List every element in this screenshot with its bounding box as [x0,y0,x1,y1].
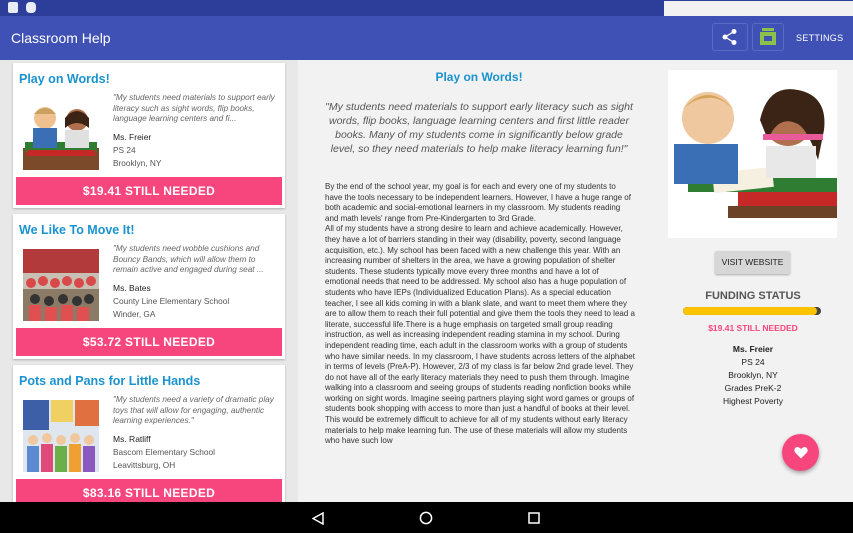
funding-progress-fill [683,307,817,315]
project-title[interactable]: Play on Words! [19,72,110,86]
funding-progress-bar [683,307,821,315]
share-icon [721,28,739,46]
project-quote: "My students need a variety of dramatic play toys that will allow for engaging, authentic learning experiences." [113,395,274,425]
heart-icon [794,446,808,459]
settings-button[interactable]: SETTINGS [796,33,844,43]
school-name: County Line Elementary School [113,296,230,306]
detail-quote: "My students need materials to support early literacy such as sight words, flip books, language learning centers and first little reader books. Many of my students come in significantly below grade level, so they need materials to help make literacy learning fun!" [325,101,633,155]
favorite-button[interactable] [782,434,819,471]
project-card[interactable] [13,365,285,502]
school-location: Brooklyn, NY [113,158,162,168]
project-quote: "My students need wobble cushions and Bouncy Bands, which will allow them to remain active and engaged during seat ... [113,244,264,274]
funding-status-label: FUNDING STATUS [705,290,801,302]
still-needed-button[interactable]: $19.41 STILL NEEDED [16,177,282,205]
teacher-name: Ms. Freier [732,344,774,354]
school-location: Winder, GA [113,309,156,319]
grade-level: Grades PreK-2 [724,383,782,393]
project-title[interactable]: Pots and Pans for Little Hands [19,374,201,388]
still-needed-button[interactable]: $53.72 STILL NEEDED [16,328,282,356]
project-thumbnail [23,98,99,170]
still-needed-button[interactable]: $83.16 STILL NEEDED [16,479,282,502]
stack-icon [758,27,778,47]
navigation-bar [0,502,853,533]
project-photo [668,70,837,238]
recents-icon [528,512,540,524]
school-location: Leavittsburg, OH [113,460,176,470]
share-button[interactable] [712,23,748,51]
project-thumbnail [23,400,99,472]
visit-website-button[interactable]: VISIT WEBSITE [715,251,790,274]
favorites-stack-button[interactable] [752,23,784,51]
recents-button[interactable] [526,510,542,526]
app-bar [0,16,853,60]
back-button[interactable] [310,510,326,526]
school-name: PS 24 [113,145,136,155]
detail-essay: By the end of the school year, my goal is for each and every one of my students to have the tools necessary to be independent learners. However, I have a huge range of both academic and social-emotional learners in my classroom. My students reading and math levels' range from Pre-Kindergarten to 3rd Grade. All of my students have a strong desire to learn and achieve academically. However, they have a lot of barriers standing in their way (disability, poverty, second language acquisition, etc.). My school has been faced with a new challenge this year. With an increasing number of shelters in the area, we have a growing population of shelter students. These students typically move every three months and have a lot of emotional needs that need to be addressed. My school also has a huge population of students who have IEPs (Individualized Education Plans). As a special education teacher, I see all kids coming in with a blank slate, and want to meet them where they are to allow them to reach their full potential and give them the tools they need to lead a literate, successful life.There is a huge emphasis on targeted small group reading instruction, as well as increasing independent reading stamina in my school. During independent reading time, each adult in the classroom works with a group of students who have similar needs. In my classroom, I have students across letters of the alphabet in terms of levels (PreA-P). However, 2/3 of my class is far below 2nd grade level. They do not have all of the early literacy materials they need to push them through. Imagine walking into a classroom and seeing groups of students reading nonfiction books while working on sight words. Imagine seeing partners playing sight word games or groups of students book shopping with access to more than just a handful of books at their level. This would be extremely difficult to achieve for all of my students without early literacy materials to help make learning fun. The use of these materials will allow my students who have such low [325,182,635,446]
teacher-name: Ms. Freier [113,132,152,142]
android-icon [26,2,36,13]
project-detail[interactable] [298,60,664,502]
project-list[interactable] [0,60,296,502]
back-icon [312,512,324,525]
home-button[interactable] [418,510,434,526]
home-icon [419,511,433,525]
poverty-level: Highest Poverty [723,396,783,406]
project-quote: "My students need materials to support early literacy such as sight words, flip books, language learning centers and fi... [113,93,275,123]
school-location: Brooklyn, NY [728,370,778,380]
still-needed-amount: $19.41 STILL NEEDED [708,323,798,333]
school-name: PS 24 [741,357,765,367]
notification-icon [8,2,18,13]
app-title: Classroom Help [11,30,111,46]
teacher-name: Ms. Ratliff [113,434,151,444]
project-thumbnail [23,249,99,321]
project-title[interactable]: We Like To Move It! [19,223,135,237]
detail-title: Play on Words! [435,70,523,84]
project-card[interactable] [13,214,285,359]
status-bar [0,0,853,16]
teacher-name: Ms. Bates [113,283,151,293]
school-name: Bascom Elementary School [113,447,215,457]
funding-panel [664,60,853,502]
project-card[interactable] [13,63,285,208]
